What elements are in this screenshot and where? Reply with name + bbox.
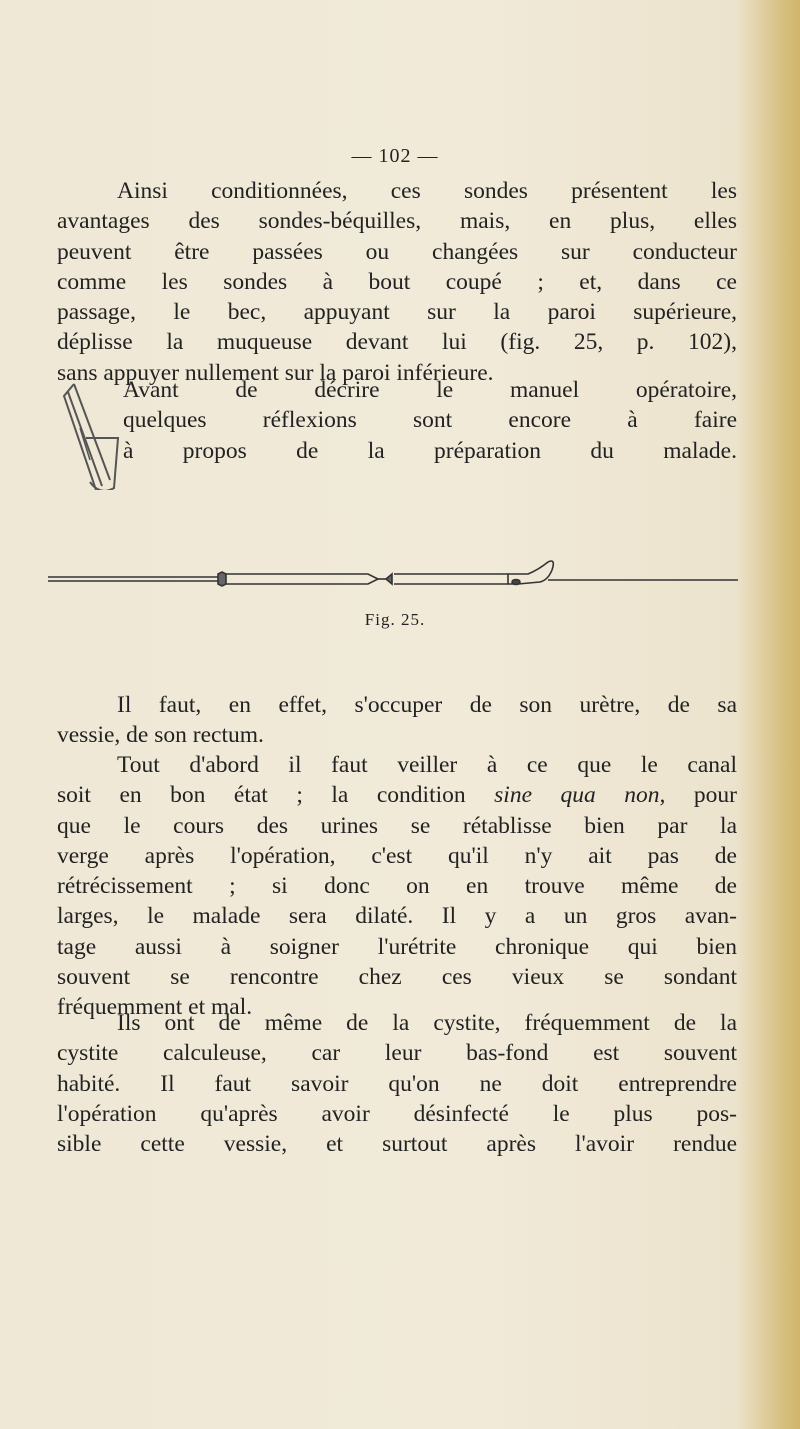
text-line: passage, le bec, appuyant sur la paroi supérieure, — [57, 299, 737, 326]
text-line: rétrécissement ; si donc on en trouve même de — [57, 873, 737, 900]
paragraph-4 — [57, 750, 737, 1023]
text-line: Tout d'abord il faut veiller à ce que le canal — [117, 752, 737, 778]
text-line: avantages des sondes-béquilles, mais, en plus, elles — [57, 208, 737, 235]
text-line: Ainsi conditionnées, ces sondes présentent les — [117, 178, 737, 204]
text-line: Avant de décrire le manuel opératoire, — [123, 377, 737, 403]
text-line: comme les sondes à bout coupé ; et, dans ce — [57, 268, 737, 295]
text-line: que le cours des urines se rétablisse bien par la — [57, 812, 737, 839]
text-line: fréquemment et mal. — [57, 994, 253, 1021]
text-line: sible cette vessie, et surtout après l'avoir rendue — [57, 1131, 737, 1158]
page-number: — 102 — — [351, 145, 439, 167]
text-segment: pour — [665, 782, 738, 809]
text-line: tage aussi à soigner l'urétrite chronique qui bien — [57, 933, 737, 960]
paragraph-1 — [57, 176, 737, 388]
latin-phrase: sine qua non, — [494, 782, 666, 809]
text-line: Il faut, en effet, s'occuper de son urètre, de sa — [117, 692, 737, 718]
text-line: sans appuyer nullement sur la paroi inférieure. — [57, 359, 494, 386]
text-line: habité. Il faut savoir qu'on ne doit entreprendre — [57, 1070, 737, 1097]
text-line — [57, 780, 737, 810]
catheter-illustration-icon — [48, 561, 738, 586]
paragraph-3 — [57, 690, 737, 751]
text-line: verge après l'opération, c'est qu'il n'y ait pas de — [57, 842, 737, 869]
text-line: quelques réflexions sont encore à faire — [123, 407, 737, 434]
text-line: Ils ont de même de la cystite, fréquemment de la — [117, 1010, 737, 1036]
text-line: peuvent être passées ou changées sur conducteur — [57, 238, 737, 265]
stamp-ornament-icon — [60, 378, 120, 490]
text-line: cystite calculeuse, car leur bas-fond est souvent — [57, 1040, 737, 1067]
text-line: déplisse la muqueuse devant lui (fig. 25, p. 102), — [57, 329, 737, 356]
text-line: souvent se rencontre chez ces vieux se sondant — [57, 964, 737, 991]
text-segment: soit en bon état ; la condition — [57, 782, 495, 809]
text-line: à propos de la préparation du malade. — [123, 437, 737, 464]
figure-caption: Fig. 25. — [364, 610, 426, 629]
paragraph-2 — [123, 375, 737, 466]
catheter-figure — [48, 560, 738, 600]
text-line: l'opération qu'après avoir désinfecté le plus pos- — [57, 1100, 737, 1127]
paragraph-5 — [57, 1008, 737, 1159]
text-line: vessie, de son rectum. — [57, 722, 264, 749]
text-line: larges, le malade sera dilaté. Il y a un gros avan- — [57, 903, 737, 930]
